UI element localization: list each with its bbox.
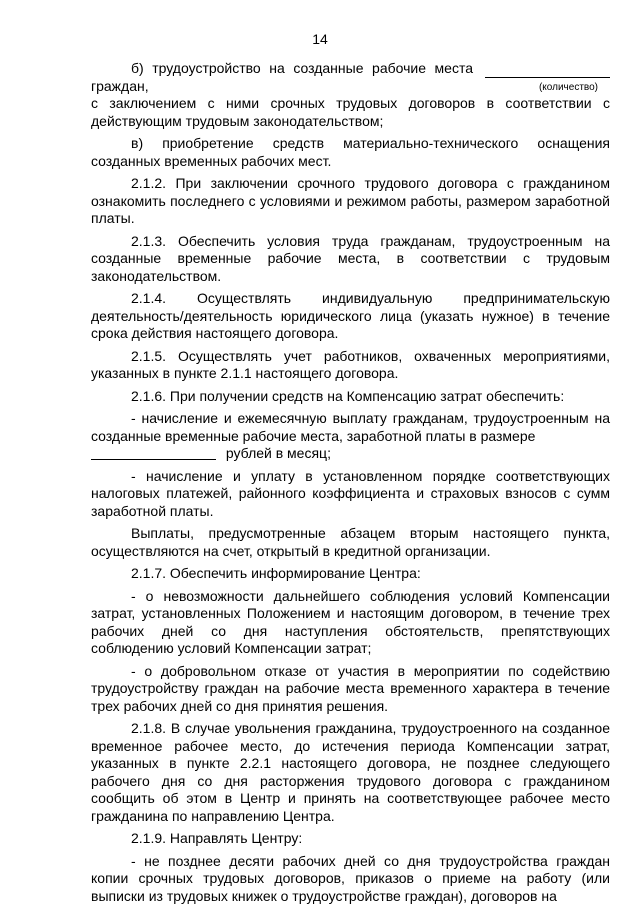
paragraph-2-1-2: 2.1.2. При заключении срочного трудового договора с гражданином ознакомить последнего с условиями и режимом работы, размером заработной платы. [91, 175, 610, 226]
paragraph-2-1-8: 2.1.8. В случае увольнения гражданина, трудоустроенного на созданное временное рабочее место, до истечения периода Компенсации затрат, указанных в пункте 2.2.1 настоящего договора, не позднее следующего рабочего дня со дня расторжения трудового договора с гражданином сообщить об этом в Центр и принять на соответствующее рабочее место гражданина по направлению Центра. [91, 720, 610, 824]
paragraph-b-line2 [91, 78, 610, 96]
paragraph-2-1-7-impossibility: - о невозможности дальнейшего соблюдения условий Компенсации затрат, установленных Положением и настоящим договором, в течение трех рабочих дней со дня наступления обстоятельств, препятствующих соблюдению условий Компенсации затрат; [91, 587, 610, 656]
paragraph-2-1-6-salary [91, 410, 610, 463]
paragraph-b-text: б) трудоустройство на созданные рабочие места [131, 60, 473, 76]
paragraph-b-citizens: граждан, [91, 77, 149, 94]
paragraph-2-1-9-copies: - не позднее десяти рабочих дней со дня трудоустройства граждан копии срочных трудовых договоров, приказов о приеме на работу (или выписки из трудовых книжек о трудоустройстве граждан), договоров на [91, 852, 610, 904]
quantity-blank-line [485, 63, 610, 78]
paragraph-2-1-9: 2.1.9. Направлять Центру: [131, 830, 303, 846]
salary-unit: рублей в месяц; [225, 445, 331, 461]
page-number: 14 [312, 31, 328, 47]
salary-blank-line [91, 445, 216, 460]
paragraph-2-1-3: 2.1.3. Обеспечить условия труда гражданам, трудоустроенным на созданные временные рабочие места, в соответствии с трудовым законодательством. [91, 232, 610, 284]
paragraph-2-1-7-refusal: - о добровольном отказе от участия в мероприятии по содействию трудоустройству граждан на рабочие места временного характера в течение трех рабочих дней со дня принятия решения. [91, 662, 610, 714]
paragraph-b-rest: с заключением с ними срочных трудовых договоров в соответствии с действующим трудовым законодательством; [91, 95, 610, 129]
paragraph-2-1-4: 2.1.4. Осуществлять индивидуальную предпринимательскую деятельность/деятельность юридического лица (указать нужное) в течение срока действия настоящего договора. [91, 290, 610, 341]
paragraph-v: в) приобретение средств материально-технического оснащения созданных временных рабочих мест. [91, 135, 610, 169]
paragraph-2-1-6: 2.1.6. При получении средств на Компенсацию затрат обеспечить: [131, 387, 565, 404]
paragraph-2-1-7: 2.1.7. Обеспечить информирование Центра: [131, 565, 421, 581]
salary-text: - начисление и ежемесячную выплату гражданам, трудоустроенным на созданные временные рабочие места, заработной платы в размере [91, 410, 610, 444]
paragraph-2-1-6-payments: Выплаты, предусмотренные абзацем вторым настоящего пункта, осуществляются на счет, открытый в кредитной организации. [91, 525, 610, 559]
quantity-caption: (количество) [538, 81, 598, 93]
paragraph-b-line1 [91, 60, 610, 78]
paragraph-2-1-5: 2.1.5. Осуществлять учет работников, охваченных мероприятиями, указанных в пункте 2.1.1 настоящего договора. [91, 347, 610, 381]
document-body [91, 60, 610, 910]
paragraph-2-1-6-taxes: - начисление и уплату в установленном порядке соответствующих налоговых платежей, районного коэффициента и страховых взносов с сумм заработной платы. [91, 467, 610, 519]
